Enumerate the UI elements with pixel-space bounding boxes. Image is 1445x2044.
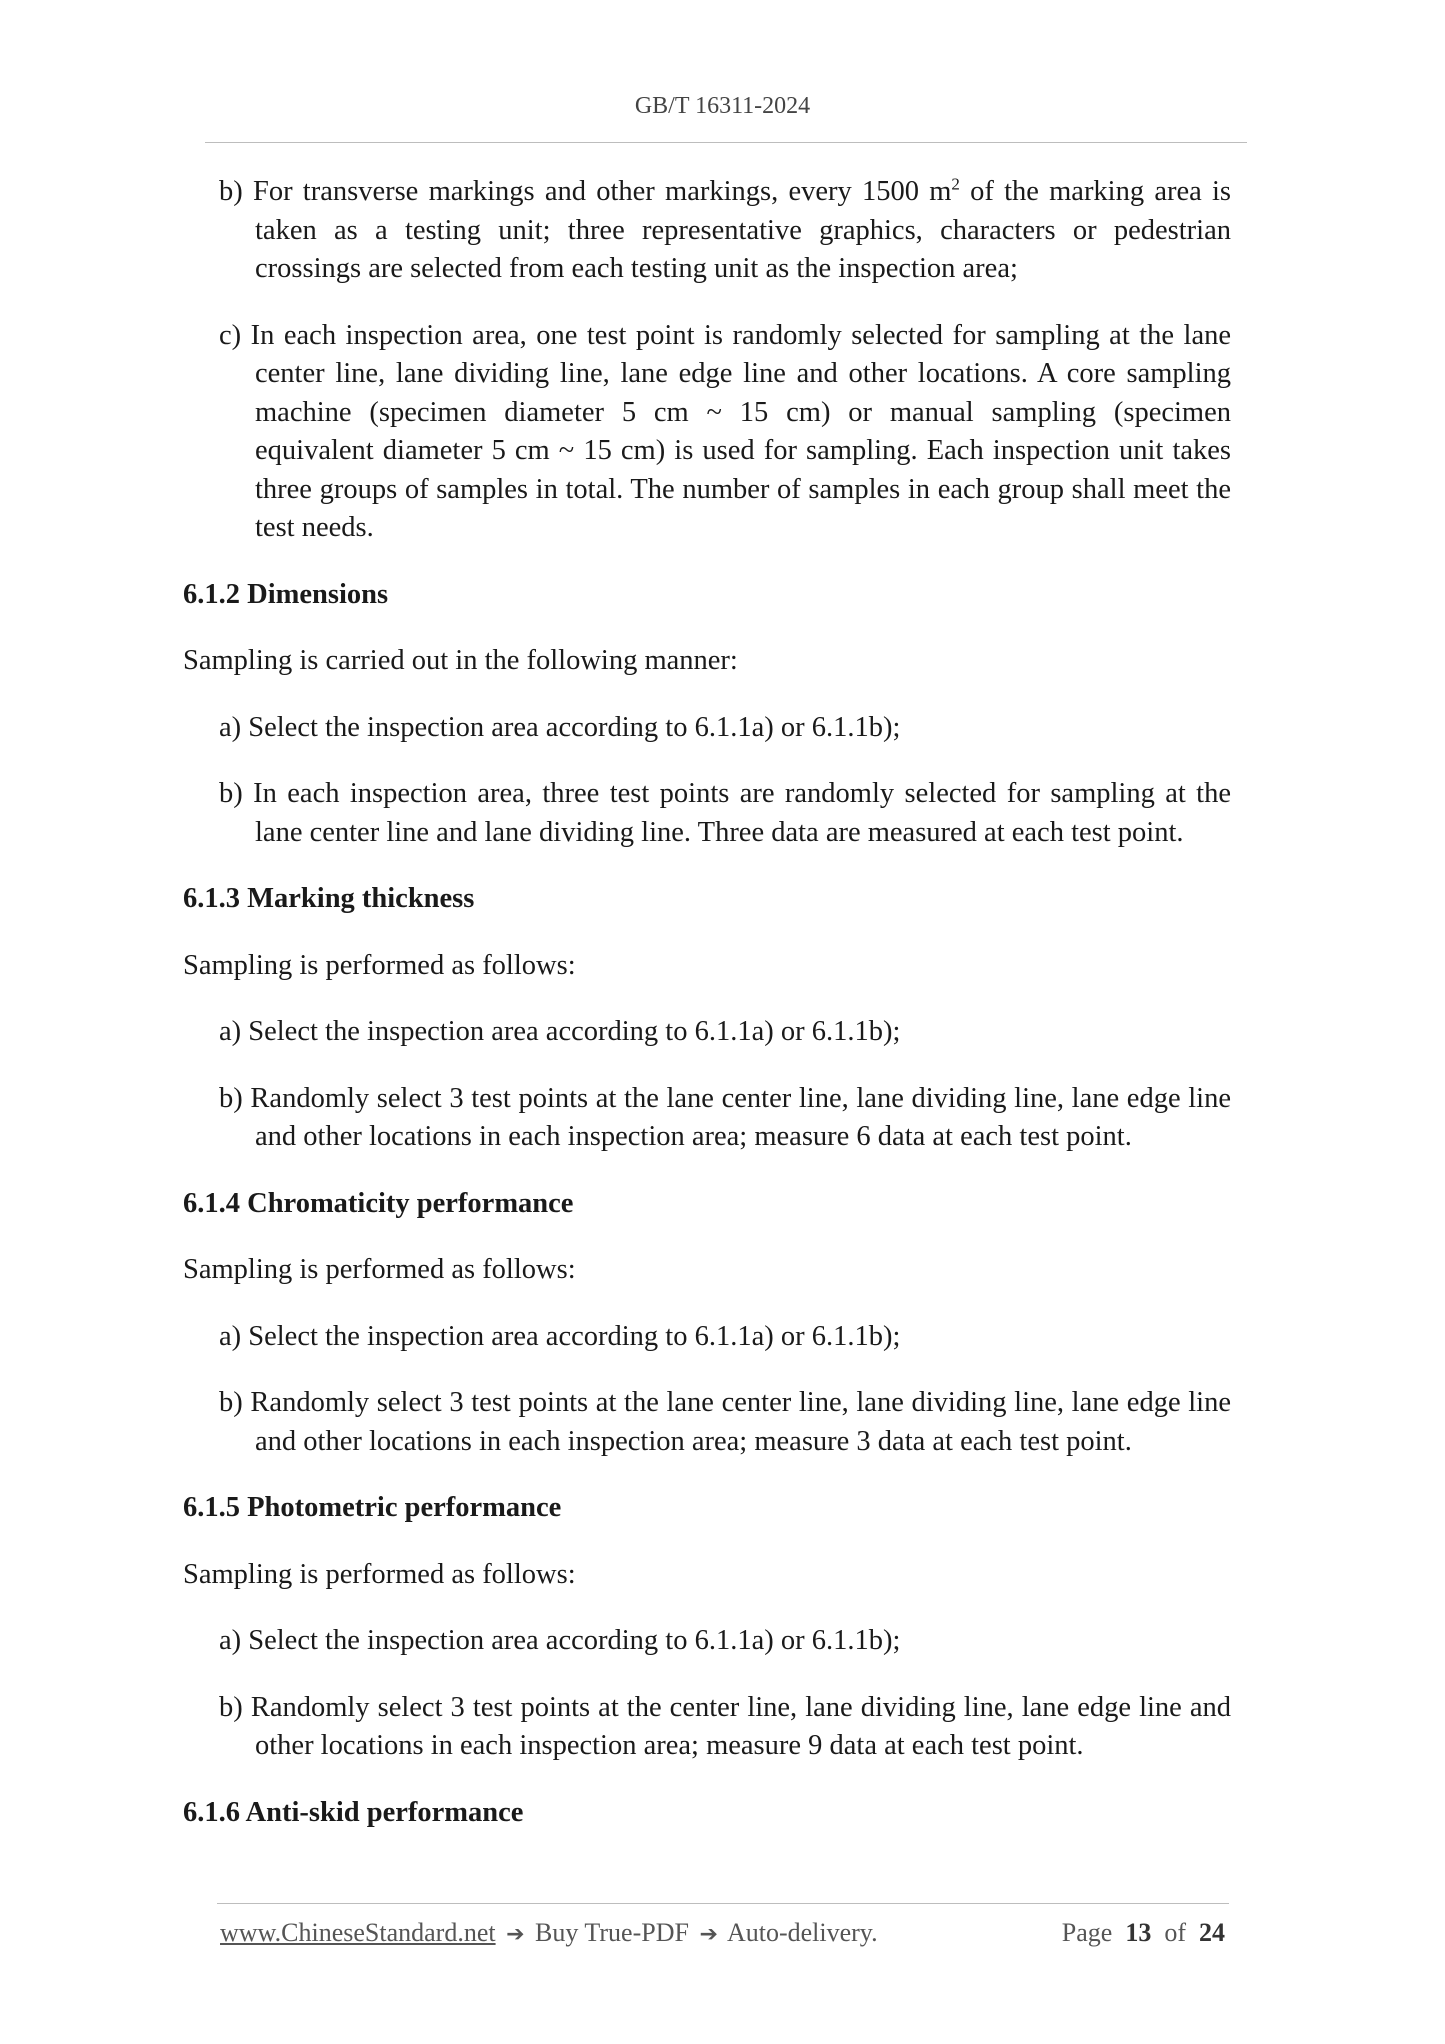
item-marker: a) [219,711,242,743]
item-marker: b) [219,176,243,207]
item-marker: a) [219,1016,242,1047]
section-intro: Sampling is carried out in the following manner: [183,645,738,676]
list-item [219,1080,1231,1157]
item-marker: b) [219,1082,243,1114]
item-text: Select the inspection area according to 6.1.1a) or 6.1.1b); [248,1016,901,1047]
item-text: Select the inspection area according to 6.1.1a) or 6.1.1b); [248,1625,901,1656]
list-item [219,1013,1231,1052]
section-intro: Sampling is performed as follows: [183,1254,576,1285]
page-header: GB/T 16311-2024 [634,93,811,119]
delivery-text: Auto-delivery. [726,1918,878,1947]
page-number: 13 [1125,1918,1152,1947]
footer-divider [217,1903,1229,1904]
item-text: Randomly select 3 test points at the lane center line, lane dividing line, lane edge line and other locations in each inspection area; measure 3 data at each test point. [250,1387,1231,1457]
document-body [183,173,1232,1860]
section-heading-photometric: 6.1.5 Photometric performance [183,1492,562,1523]
item-text: In each inspection area, one test point is randomly selected for sampling at the lane center line, lane dividing line, lane edge line and other locations. A core sampling machine (specimen diameter 5 cm ~ 15 cm) or manual sampling (specimen equivalent diameter 5 cm ~ 15 cm) is used for sampling. Each inspection unit takes three groups of samples in total. The number of samples in each group shall meet the test needs. [250,319,1232,543]
list-item-b-sampling-unit [219,173,1231,289]
list-item [219,1689,1231,1766]
item-text-part2: of the marking area is taken as a testing unit; three representative graphics, characters or pedestrian crossings are selected from each testing unit as the inspection area; [255,176,1232,284]
item-text: Randomly select 3 test points at the center line, lane dividing line, lane edge line and other locations in each inspection area; measure 9 data at each test point. [250,1691,1232,1761]
section-heading-dimensions: 6.1.2 Dimensions [183,578,389,610]
list-item [219,1318,1231,1357]
item-marker: b) [219,778,243,809]
list-item [219,709,1231,748]
website-link[interactable]: www.ChineseStandard.net [220,1918,496,1947]
section-heading-marking-thickness: 6.1.3 Marking thickness [183,883,475,914]
item-marker: c) [219,319,242,351]
item-marker: b) [219,1691,243,1723]
page-label: Page [1061,1918,1113,1947]
superscript: 2 [951,174,960,194]
section-heading-anti-skid: 6.1.6 Anti-skid performance [183,1796,524,1828]
section-heading-chromaticity: 6.1.4 Chromaticity performance [183,1187,574,1219]
item-text: Select the inspection area according to 6.1.1a) or 6.1.1b); [248,711,901,743]
item-marker: a) [219,1320,242,1352]
list-item [219,1622,1231,1661]
list-item-c-sampling-method [219,317,1231,548]
buy-text: Buy True-PDF [535,1918,689,1947]
header-divider [205,142,1247,143]
section-intro: Sampling is performed as follows: [183,1558,576,1590]
total-pages: 24 [1199,1918,1225,1947]
section-intro: Sampling is performed as follows: [183,949,576,981]
list-item [219,1384,1231,1461]
item-marker: b) [219,1387,243,1418]
item-text: Select the inspection area according to 6.1.1a) or 6.1.1b); [248,1320,901,1352]
item-text: In each inspection area, three test points are randomly selected for sampling at the lane center line and lane dividing line. Three data are measured at each test point. [253,778,1231,848]
of-label: of [1164,1918,1186,1947]
page-indicator [1062,1918,1225,1948]
footer-promo [220,1918,878,1948]
page-footer [220,1918,1225,1958]
item-text: Randomly select 3 test points at the lane center line, lane dividing line, lane edge line and other locations in each inspection area; measure 6 data at each test point. [250,1082,1231,1152]
list-item [219,775,1231,852]
right-arrow-icon: ➔ [506,1922,525,1947]
item-text-part1: For transverse markings and other markings, every 1500 m [252,176,952,207]
item-marker: a) [219,1625,242,1656]
right-arrow-icon: ➔ [699,1922,718,1947]
